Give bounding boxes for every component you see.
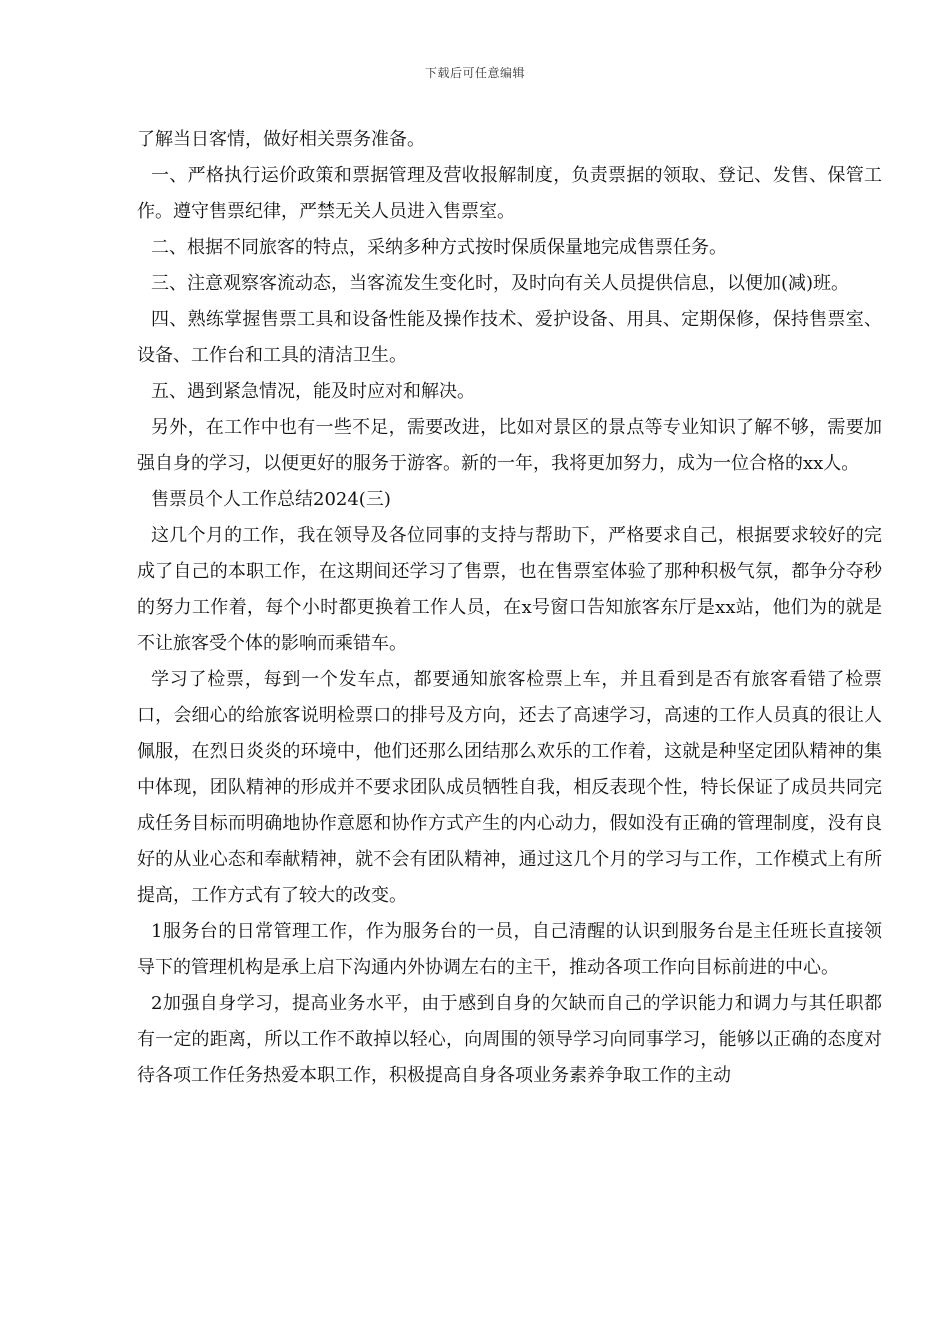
section-heading: 售票员个人工作总结2024(三) bbox=[151, 489, 391, 510]
paragraph-9: 这几个月的工作，我在领导及各位同事的支持与帮助下，严格要求自己，根据要求较好的完成了自己的本职工作，在这期间还学习了售票，也在售票室体验了那种积极气氛，都争分夺秒的努力工作着，每个小时都更换着工作人员，在x号窗口告知旅客东厅是xx站，他们为的就是不让旅客受个体的影响而乘错车。 bbox=[137, 525, 882, 654]
paragraph-6: 五、遇到紧急情况，能及时应对和解决。 bbox=[151, 381, 475, 402]
paragraph-2: 一、严格执行运价政策和票据管理及营收报解制度，负责票据的领取、登记、发售、保管工作。遵守售票纪律，严禁无关人员进入售票室。 bbox=[137, 165, 882, 222]
paragraph-10: 学习了检票，每到一个发车点，都要通知旅客检票上车，并且看到是否有旅客看错了检票口，会细心的给旅客说明检票口的排号及方向，还去了高速学习，高速的工作人员真的很让人佩服，在烈日炎炎的环境中，他们还那么团结那么欢乐的工作着，这就是种坚定团队精神的集中体现，团队精神的形成并不要求团队成员牺牲自我，相反表现个性，特长保证了成员共同完成任务目标而明确地协作意愿和协作方式产生的内心动力，假如没有正确的管理制度，没有良好的从业心态和奉献精神，就不会有团队精神，通过这几个月的学习与工作，工作模式上有所提高，工作方式有了较大的改变。 bbox=[137, 669, 882, 906]
document-body bbox=[137, 122, 882, 1094]
paragraph-7: 另外，在工作中也有一些不足，需要改进，比如对景区的景点等专业知识了解不够，需要加强自身的学习，以便更好的服务于游客。新的一年，我将更加努力，成为一位合格的xx人。 bbox=[137, 417, 882, 474]
paragraph-5: 四、熟练掌握售票工具和设备性能及操作技术、爱护设备、用具、定期保修，保持售票室、设备、工作台和工具的清洁卫生。 bbox=[137, 309, 882, 366]
paragraph-3: 二、根据不同旅客的特点，采纳多种方式按时保质保量地完成售票任务。 bbox=[151, 237, 727, 258]
paragraph-12: 2加强自身学习，提高业务水平，由于感到自身的欠缺而自己的学识能力和调力与其任职都有一定的距离，所以工作不敢掉以轻心，向周围的领导学习向同事学习，能够以正确的态度对待各项工作任务热爱本职工作，积极提高自身各项业务素养争取工作的主动 bbox=[137, 993, 882, 1086]
paragraph-1: 了解当日客情，做好相关票务准备。 bbox=[137, 129, 425, 150]
paragraph-4: 三、注意观察客流动态，当客流发生变化时，及时向有关人员提供信息，以便加(减)班。 bbox=[151, 273, 850, 294]
paragraph-11: 1服务台的日常管理工作，作为服务台的一员，自己清醒的认识到服务台是主任班长直接领导下的管理机构是承上启下沟通内外协调左右的主干，推动各项工作向目标前进的中心。 bbox=[137, 921, 882, 978]
page-header: 下载后可任意编辑 bbox=[424, 66, 525, 80]
